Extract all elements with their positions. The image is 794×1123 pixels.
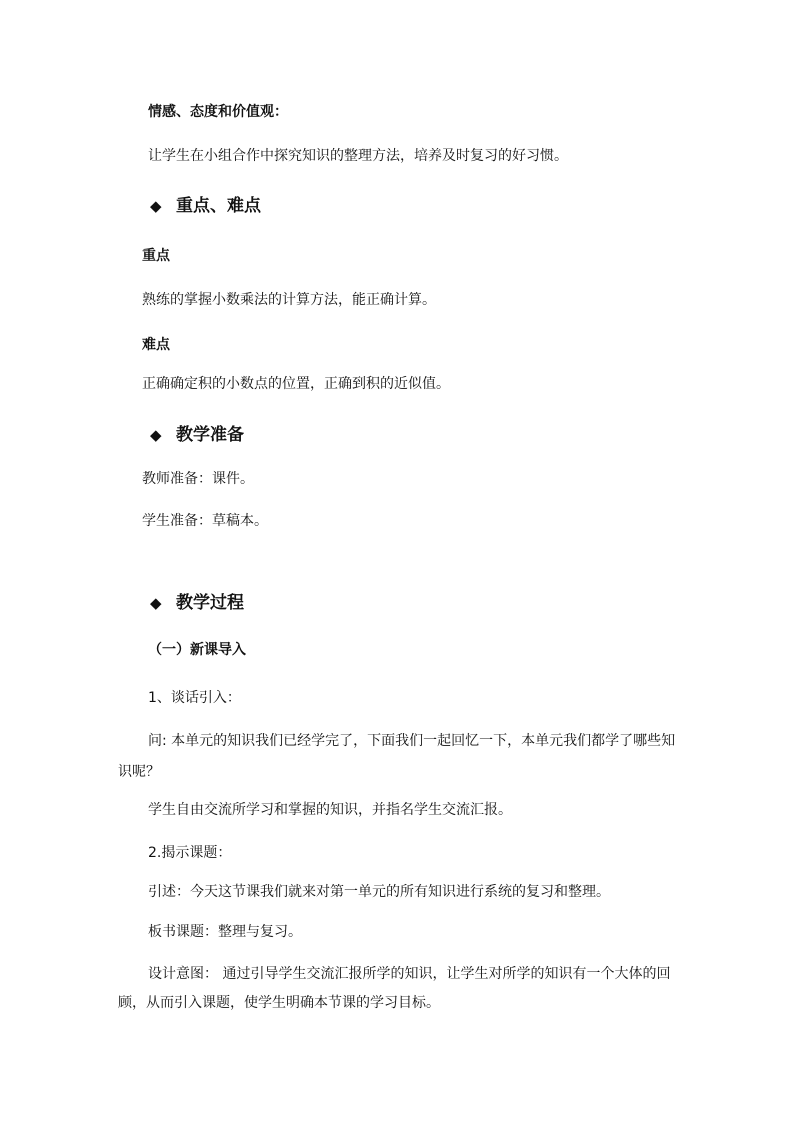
teacher-prep: 教师准备：课件。 bbox=[142, 471, 254, 487]
board-title: 板书课题：整理与复习。 bbox=[148, 924, 302, 940]
attitude-heading: 情感、态度和价值观： bbox=[148, 104, 288, 120]
diamond-bullet-icon: ◆ bbox=[150, 197, 162, 215]
part1-heading: （一）新课导入 bbox=[148, 642, 246, 658]
section-title: 教学准备 bbox=[176, 425, 244, 445]
section-teaching-prep bbox=[150, 423, 244, 447]
question-line1: 问: 本单元的知识我们已经学完了，下面我们一起回忆一下，本单元我们都学了哪些知 bbox=[148, 733, 676, 749]
question-line2: 识呢？ bbox=[118, 764, 160, 780]
step2-label: 2.揭示课题： bbox=[148, 845, 232, 861]
key-text: 熟练的掌握小数乘法的计算方法，能正确计算。 bbox=[142, 292, 436, 308]
diamond-bullet-icon: ◆ bbox=[150, 594, 162, 612]
difficult-text: 正确确定积的小数点的位置，正确到积的近似值。 bbox=[142, 376, 450, 392]
difficult-label: 难点 bbox=[142, 337, 170, 353]
student-prep: 学生准备：草稿本。 bbox=[142, 513, 268, 529]
key-label: 重点 bbox=[142, 248, 170, 264]
diamond-bullet-icon: ◆ bbox=[150, 426, 162, 444]
section-title: 重点、难点 bbox=[176, 196, 261, 216]
attitude-text: 让学生在小组合作中探究知识的整理方法，培养及时复习的好习惯。 bbox=[148, 148, 568, 164]
design-line1: 设计意图： 通过引导学生交流汇报所学的知识，让学生对所学的知识有一个大体的回 bbox=[148, 966, 671, 982]
step1-label: 1、谈话引入： bbox=[148, 690, 241, 706]
section-title: 教学过程 bbox=[176, 593, 244, 613]
design-line2: 顾，从而引入课题，使学生明确本节课的学习目标。 bbox=[118, 995, 440, 1011]
section-key-difficult bbox=[150, 194, 261, 218]
students-exchange: 学生自由交流所学习和掌握的知识，并指名学生交流汇报。 bbox=[148, 802, 512, 818]
section-teaching-process bbox=[150, 591, 244, 615]
intro-statement: 引述：今天这节课我们就来对第一单元的所有知识进行系统的复习和整理。 bbox=[148, 884, 610, 900]
